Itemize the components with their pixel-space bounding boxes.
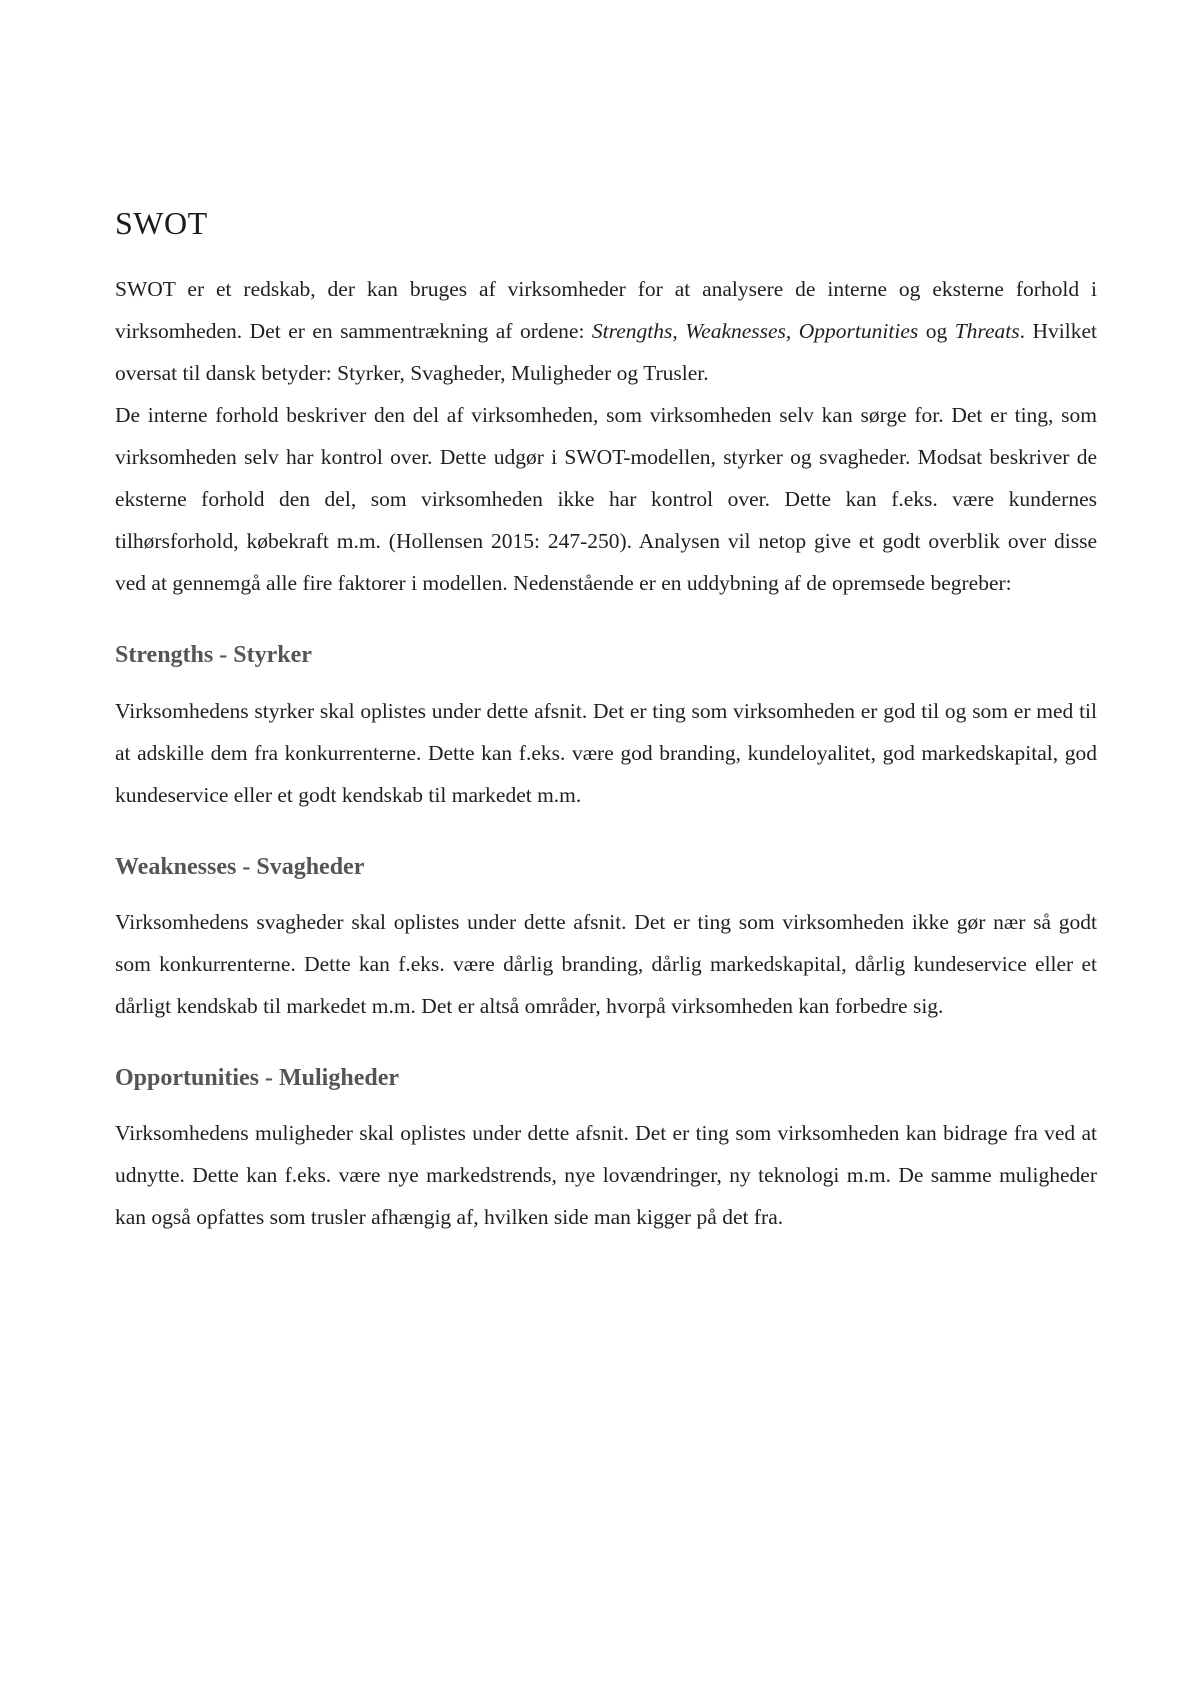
section-heading-opportunities: Opportunities - Muligheder xyxy=(115,1064,400,1091)
section-heading-strengths: Strengths - Styrker xyxy=(115,642,312,669)
intro-text-end: . Hvilket oversat til dansk betyder: Styrker, Svagheder, Muligheder og Trusler. xyxy=(115,319,1097,386)
intro-text-og: og xyxy=(918,319,955,344)
section-body-strengths: Virksomhedens styrker skal oplistes under dette afsnit. Det er ting som virksomheden er god til og som er med til at adskille dem fra konkurrenterne. Dette kan f.eks. være god branding, kundeloyalitet, god markedskapital, god kundeservice eller et godt kendskab til markedet m.m. xyxy=(115,698,1097,807)
section-heading-weaknesses: Weaknesses - Svagheder xyxy=(115,853,365,880)
section-strengths xyxy=(115,640,1097,815)
section-body-opportunities: Virksomhedens muligheder skal oplistes under dette afsnit. Det er ting som virksomheden kan bidrage fra ved at udnytte. Dette kan f.eks. være nye markedstrends, nye lovændringer, ny teknologi m.m. De samme muligheder kan også opfattes som trusler afhængig af, hvilken side man kigger på det fra. xyxy=(115,1120,1097,1229)
section-weaknesses xyxy=(115,852,1097,1027)
intro-paragraph-1 xyxy=(115,268,1097,394)
intro-paragraph-2: De interne forhold beskriver den del af virksomheden, som virksomheden selv kan sørge for. Det er ting, som virksomheden selv har kontrol over. Dette udgør i SWOT-modellen, styrker og svagheder. Modsat beskriver de eksterne forhold den del, som virksomheden ikke har kontrol over. Dette kan f.eks. være kundernes tilhørsforhold, købekraft m.m. (Hollensen 2015: 247-250). Analysen vil netop give et godt overblik over disse ved at gennemgå alle fire faktorer i modellen. Nedenstående er en uddybning af de opremsede begreber: xyxy=(115,403,1097,596)
document-body xyxy=(115,204,1097,1238)
section-body-weaknesses: Virksomhedens svagheder skal oplistes under dette afsnit. Det er ting som virksomheden ikke gør nær så godt som konkurrenterne. Dette kan f.eks. være dårlig branding, dårlig markedskapital, dårlig kundeservice eller et dårligt kendskab til markedet m.m. Det er altså områder, hvorpå virksomheden kan forbedre sig. xyxy=(115,909,1097,1018)
section-opportunities xyxy=(115,1063,1097,1238)
document-title: SWOT xyxy=(115,205,208,241)
intro-italic-threats: Threats xyxy=(954,319,1020,344)
intro-italic-terms: Strengths, Weaknesses, Opportunities xyxy=(591,319,919,344)
intro-text-start: SWOT er et redskab, der kan bruges af virksomheder for at analysere de interne og eksterne forhold i virksomheden. Det er en sammentrækning af ordene: xyxy=(115,277,1097,344)
